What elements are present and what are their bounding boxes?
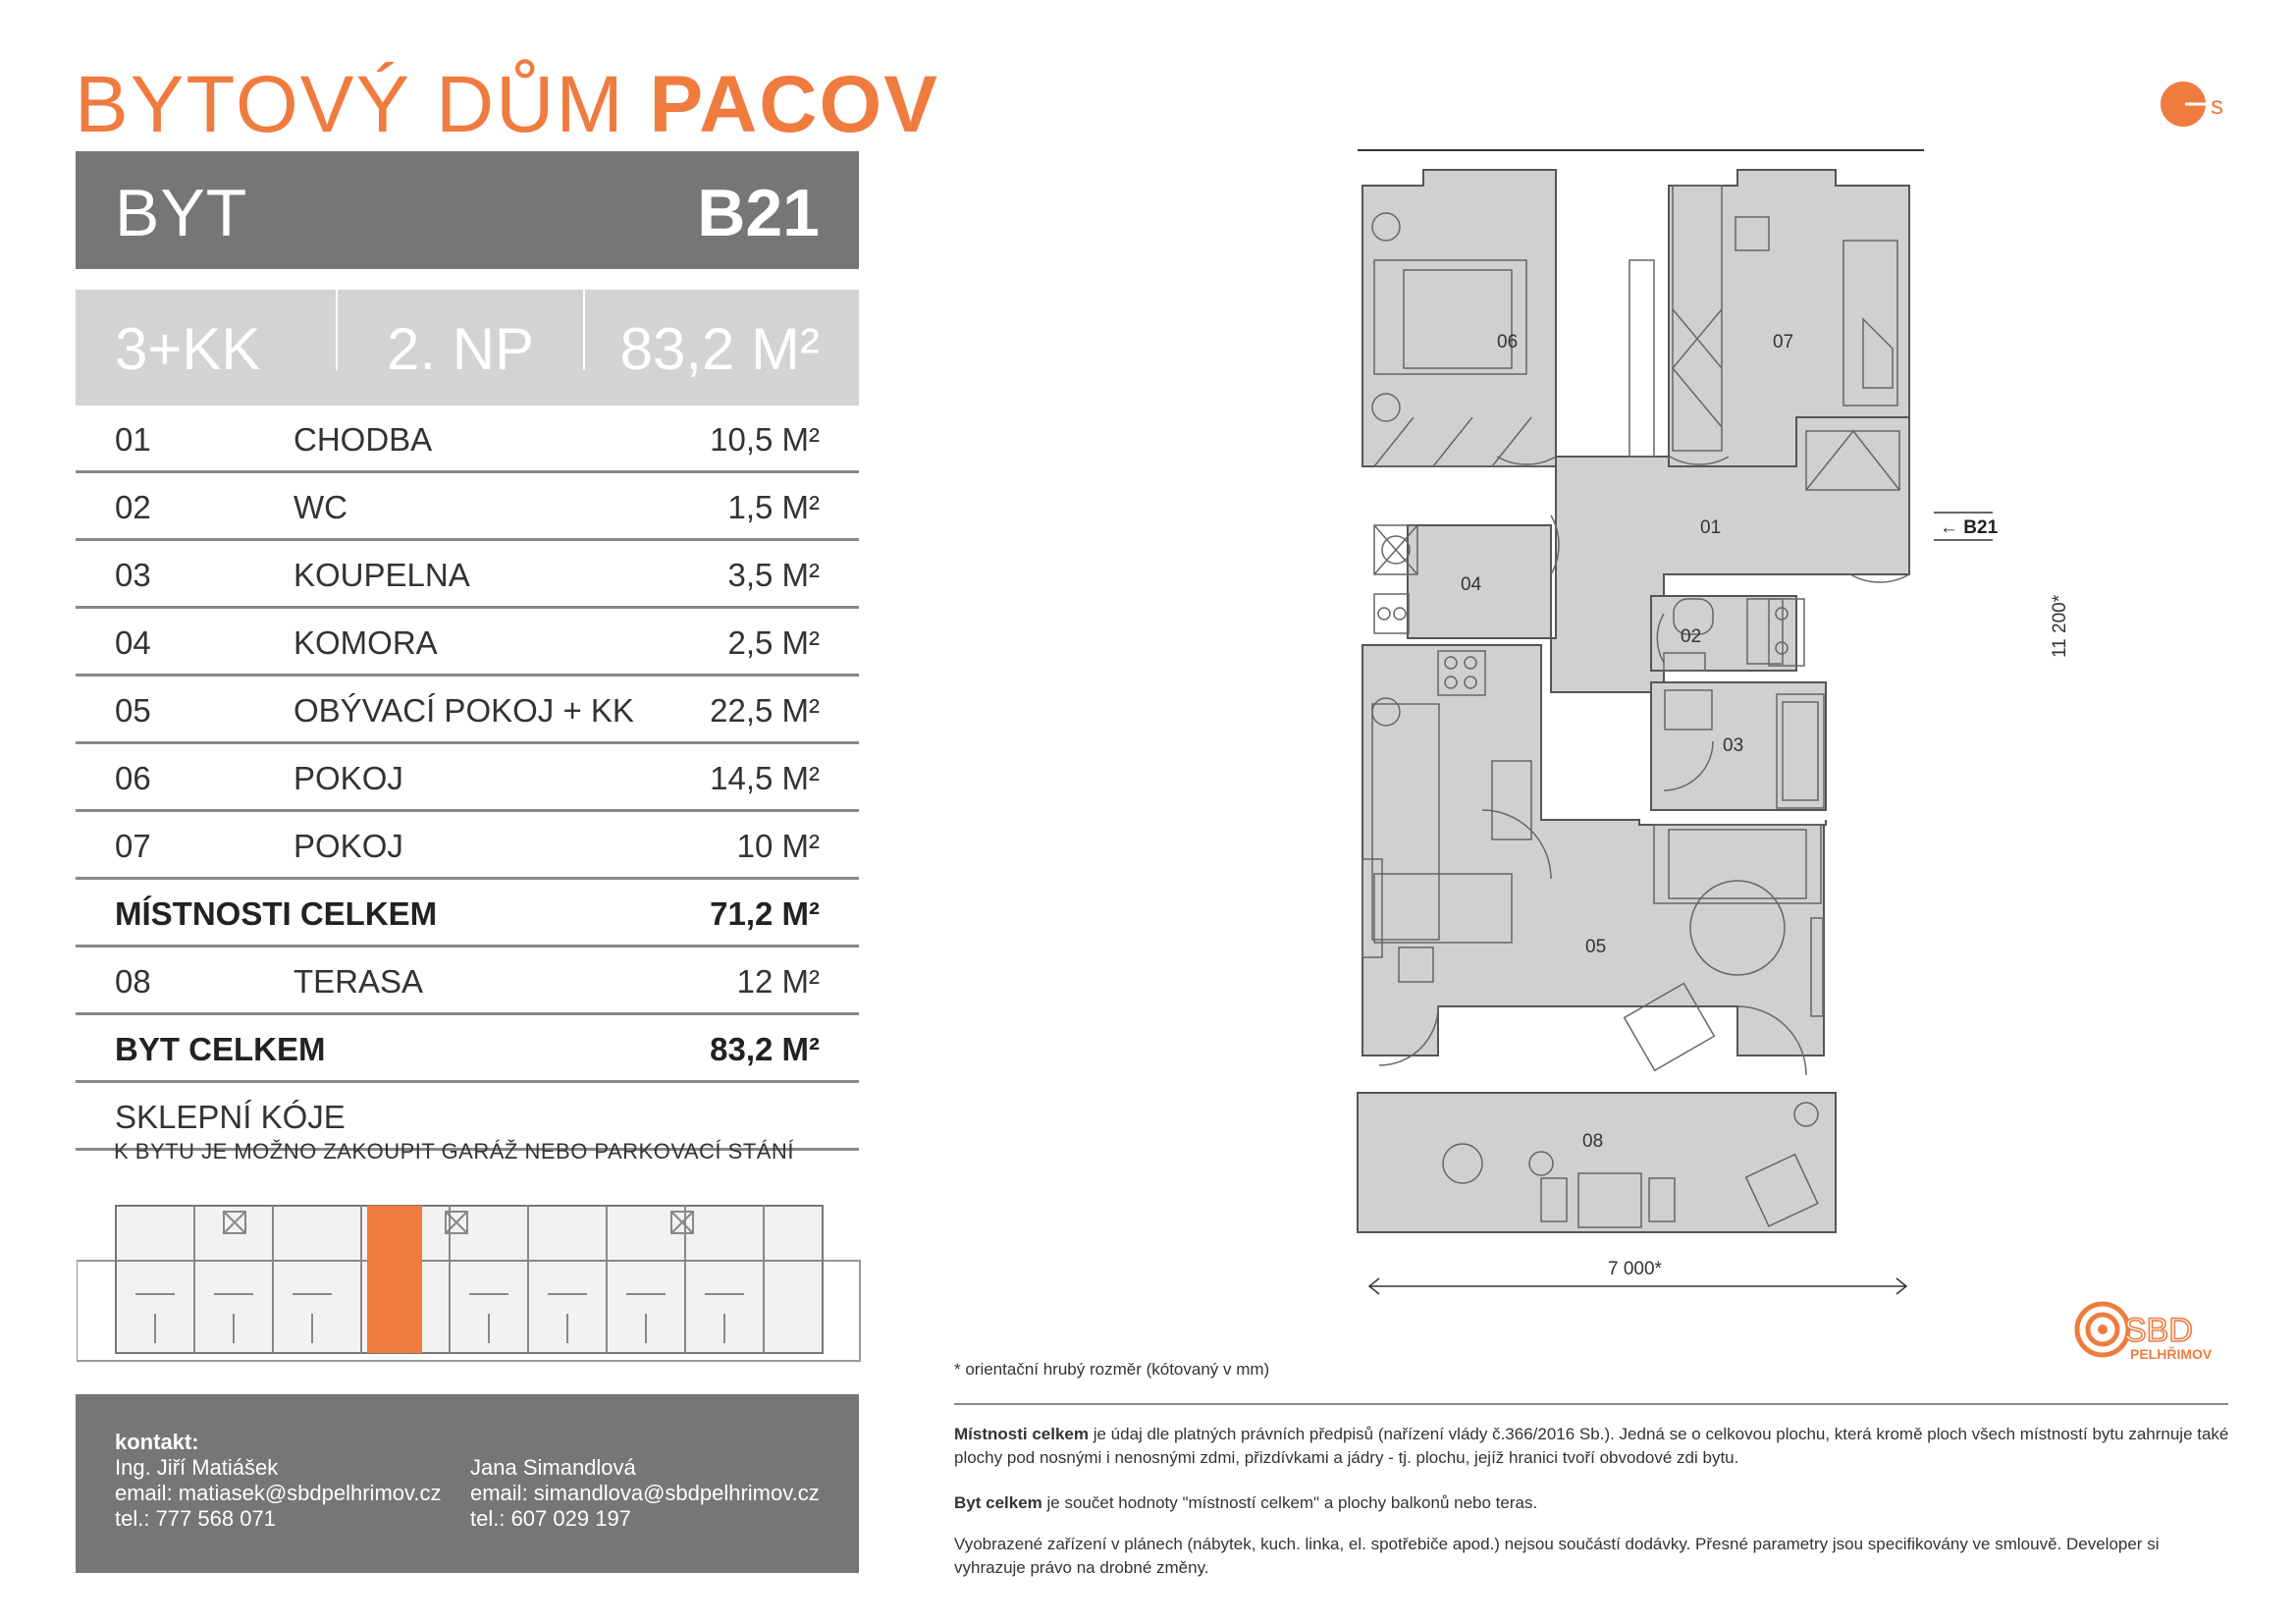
room-no: 02 bbox=[115, 489, 151, 525]
footnote-text: je údaj dle platných právních předpisů (nařízení vlády č.366/2016 Sb.). Jedná se o celkovou plochu, která kromě ploch všech místností bytu zahrnuje také plochy pod nosnými i nenosnými zdmi, přizdívkami a jádry - tj. plochu, jejíž hranici tvoří obvodové zdi bytu. bbox=[954, 1425, 2229, 1467]
room-area: 10,5 M² bbox=[710, 421, 820, 458]
unit-total-label: BYT CELKEM bbox=[115, 1031, 326, 1067]
room-area: 22,5 M² bbox=[710, 692, 820, 729]
room-name: POKOJ bbox=[294, 760, 403, 796]
table-row bbox=[76, 406, 859, 473]
table-row bbox=[76, 812, 859, 880]
contact-name: Ing. Jiří Matiášek bbox=[115, 1455, 279, 1480]
room-name: CHODBA bbox=[294, 421, 433, 458]
contact-box bbox=[76, 1394, 859, 1573]
contact-heading: kontakt: bbox=[115, 1430, 199, 1454]
summary-divider bbox=[336, 290, 338, 370]
contact-name: Jana Simandlová bbox=[470, 1455, 636, 1480]
summary-divider bbox=[583, 290, 585, 370]
contact-email[interactable]: email: matiasek@sbdpelhrimov.cz bbox=[115, 1481, 442, 1505]
unit-code: B21 bbox=[697, 176, 820, 250]
label-02: 02 bbox=[1681, 626, 1702, 647]
rooms-total-row bbox=[76, 880, 859, 947]
contact-email[interactable]: email: simandlova@sbdpelhrimov.cz bbox=[470, 1481, 820, 1505]
divider bbox=[954, 1403, 2228, 1405]
room-area: 10 M² bbox=[736, 828, 820, 864]
unit-total-row bbox=[76, 1015, 859, 1083]
building-key-plan bbox=[77, 1196, 862, 1365]
corner-logo-text: s bbox=[2211, 90, 2223, 120]
room-no: 07 bbox=[115, 828, 151, 864]
room-area: 3,5 M² bbox=[727, 557, 820, 593]
width-dimension-label: 7 000* bbox=[1608, 1259, 1662, 1279]
room-no: 05 bbox=[115, 692, 151, 729]
table-row bbox=[76, 677, 859, 744]
label-05: 05 bbox=[1585, 937, 1607, 957]
footnote-equipment: Vyobrazené zařízení v plánech (nábytek, kuch. linka, el. spotřebiče apod.) nejsou součástí dodávky. Přesné parametry jsou specifikovány ve smlouvě. Developer si vyhrazuje právo na drobné změny. bbox=[954, 1535, 2160, 1577]
table-row bbox=[76, 473, 859, 541]
contact-person-b bbox=[470, 1455, 820, 1532]
label-01: 01 bbox=[1700, 517, 1722, 538]
sbd-logo-sub: PELHŘIMOV bbox=[2130, 1346, 2213, 1362]
rooms-table bbox=[76, 406, 859, 1151]
label-04: 04 bbox=[1461, 574, 1482, 595]
room-no: 04 bbox=[115, 624, 151, 661]
room-name: WC bbox=[294, 489, 347, 525]
corner-logo-icon bbox=[2160, 81, 2230, 132]
room-no: 01 bbox=[115, 421, 151, 458]
contact-phone[interactable]: tel.: 607 029 197 bbox=[470, 1506, 631, 1531]
label-08: 08 bbox=[1582, 1131, 1604, 1152]
sbd-logo-text: SBD bbox=[2124, 1312, 2193, 1349]
sbd-logo bbox=[2073, 1298, 2240, 1367]
cellar-label: SKLEPNÍ KÓJE bbox=[115, 1099, 346, 1135]
height-dimension-holder bbox=[2020, 594, 2079, 658]
footnote-term: Místnosti celkem bbox=[954, 1425, 1089, 1443]
floor-plan bbox=[1345, 142, 2012, 1311]
label-03: 03 bbox=[1723, 735, 1744, 756]
room-name: TERASA bbox=[294, 963, 424, 1000]
unit-label: BYT bbox=[115, 176, 248, 250]
room-area: 1,5 M² bbox=[727, 489, 820, 525]
unit-summary-bar bbox=[76, 290, 859, 406]
title-bold: PACOV bbox=[649, 60, 940, 149]
room-08 bbox=[1358, 1093, 1836, 1232]
height-dimension-label: 11 200* bbox=[2050, 594, 2070, 658]
contact-person-a bbox=[115, 1455, 441, 1532]
garage-note: K BYTU JE MOŽNO ZAKOUPIT GARÁŽ NEBO PARKOVACÍ STÁNÍ bbox=[114, 1139, 794, 1164]
unit-layout: 3+KK bbox=[115, 316, 261, 382]
rooms-total-label: MÍSTNOSTI CELKEM bbox=[115, 895, 438, 932]
project-title bbox=[75, 60, 940, 149]
footnote-term: Byt celkem bbox=[954, 1493, 1042, 1512]
room-no: 06 bbox=[115, 760, 151, 796]
room-area: 14,5 M² bbox=[710, 760, 820, 796]
footnote-rooms-total bbox=[954, 1423, 2230, 1470]
label-07: 07 bbox=[1773, 332, 1794, 352]
table-row bbox=[76, 744, 859, 812]
rooms-total-area: 71,2 M² bbox=[710, 895, 820, 932]
room-no: 03 bbox=[115, 557, 151, 593]
title-light: BYTOVÝ DŮM bbox=[75, 60, 650, 149]
room-name: POKOJ bbox=[294, 828, 403, 864]
label-06: 06 bbox=[1497, 332, 1519, 352]
room-area: 2,5 M² bbox=[727, 624, 820, 661]
footnote-unit-total bbox=[954, 1491, 2230, 1515]
unit-floor: 2. NP bbox=[387, 316, 535, 382]
unit-header-bar bbox=[76, 151, 859, 269]
dimension-note: * orientační hrubý rozměr (kótovaný v mm) bbox=[954, 1360, 1270, 1379]
entry-label: ← B21 bbox=[1940, 517, 1999, 538]
room-area: 12 M² bbox=[736, 963, 820, 1000]
footnote-text: je součet hodnoty "místností celkem" a plochy balkonů nebo teras. bbox=[1041, 1493, 1538, 1512]
room-name: KOUPELNA bbox=[294, 557, 470, 593]
room-name: OBÝVACÍ POKOJ + KK bbox=[294, 692, 634, 729]
unit-area: 83,2 M² bbox=[619, 316, 820, 382]
table-row bbox=[76, 541, 859, 609]
table-row bbox=[76, 609, 859, 677]
unit-total-area: 83,2 M² bbox=[710, 1031, 820, 1067]
room-no: 08 bbox=[115, 963, 151, 1000]
room-name: KOMORA bbox=[294, 624, 438, 661]
contact-phone[interactable]: tel.: 777 568 071 bbox=[115, 1506, 276, 1531]
terrace-row bbox=[76, 947, 859, 1015]
room-02 bbox=[1651, 596, 1796, 671]
